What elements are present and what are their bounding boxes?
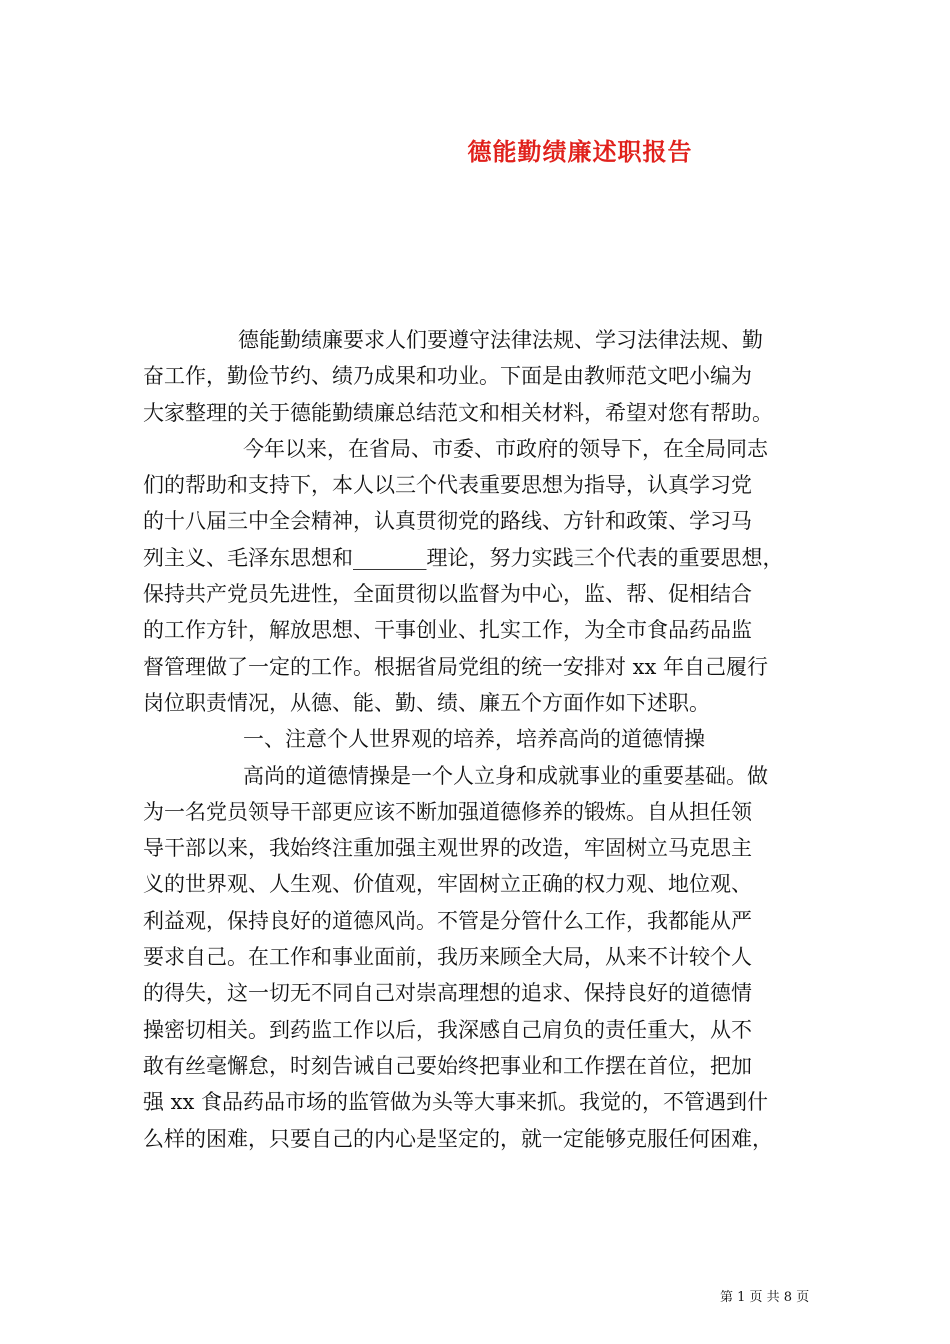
page-number-footer: 第 1 页 共 8 页: [720, 1290, 810, 1305]
paragraph-line: 列主义、毛泽东思想和_______理论，努力实践三个代表的重要思想，: [143, 545, 784, 570]
paragraph-line: 强 xx 食品药品市场的监管做为头等大事来抓。我觉的，不管遇到什: [143, 1090, 769, 1115]
paragraph-line: 的十八届三中全会精神，认真贯彻党的路线、方针和政策、学习马: [143, 509, 752, 534]
paragraph-line: 督管理做了一定的工作。根据省局党组的统一安排对 xx 年自己履行: [143, 654, 769, 679]
paragraph-line: 保持共产党员先进性，全面贯彻以监督为中心，监、帮、促相结合: [143, 582, 752, 607]
paragraph-line: 敢有丝毫懈怠，时刻告诫自己要始终把事业和工作摆在首位，把加: [143, 1053, 752, 1078]
document-title: 德能勤绩廉述职报告: [467, 137, 693, 166]
document-body: [143, 322, 807, 1157]
paragraph-line: 德能勤绩廉要求人们要遵守法律法规、学习法律法规、勤: [238, 328, 763, 352]
section-heading: 一、注意个人世界观的培养，培养高尚的道德情操: [243, 727, 705, 752]
paragraph-line: 操密切相关。到药监工作以后，我深感自己肩负的责任重大，从不: [143, 1017, 752, 1042]
paragraph-line: 大家整理的关于德能勤绩廉总结范文和相关材料，希望对您有帮助。: [143, 400, 773, 425]
paragraph-line: 义的世界观、人生观、价值观，牢固树立正确的权力观、地位观、: [143, 872, 752, 897]
paragraph-line: 奋工作，勤俭节约、绩乃成果和功业。下面是由教师范文吧小编为: [143, 364, 752, 389]
paragraph-line: 的工作方针，解放思想、干事创业、扎实工作，为全市食品药品监: [143, 618, 752, 643]
paragraph-line: 么样的困难，只要自己的内心是坚定的，就一定能够克服任何困难，: [143, 1126, 773, 1151]
paragraph-line: 利益观，保持良好的道德风尚。不管是分管什么工作，我都能从严: [143, 908, 752, 933]
paragraph-line: 要求自己。在工作和事业面前，我历来顾全大局，从来不计较个人: [143, 945, 752, 970]
paragraph-line: 们的帮助和支持下，本人以三个代表重要思想为指导，认真学习党: [143, 473, 752, 498]
paragraph-line: 岗位职责情况，从德、能、勤、绩、廉五个方面作如下述职。: [143, 690, 710, 715]
paragraph-line: 为一名党员领导干部更应该不断加强道德修养的锻炼。自从担任领: [143, 799, 752, 824]
paragraph-line: 导干部以来，我始终注重加强主观世界的改造，牢固树立马克思主: [143, 836, 752, 861]
paragraph-line: 今年以来，在省局、市委、市政府的领导下，在全局同志: [243, 436, 768, 461]
paragraph-line: 的得失，这一切无不同自己对崇高理想的追求、保持良好的道德情: [143, 981, 752, 1006]
paragraph-line: 高尚的道德情操是一个人立身和成就事业的重要基础。做: [243, 763, 768, 788]
